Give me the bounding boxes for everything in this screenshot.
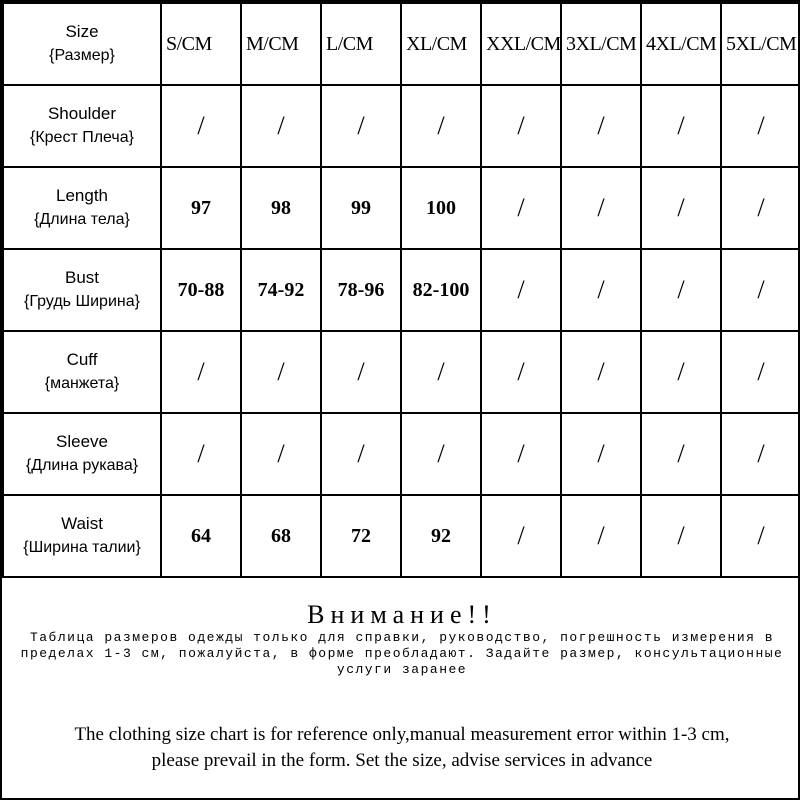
- measurement-cell: /: [721, 167, 800, 249]
- measurement-cell: /: [561, 495, 641, 577]
- measurement-cell: /: [161, 331, 241, 413]
- measurement-cell: /: [561, 85, 641, 167]
- row-label: Sleeve: [56, 432, 108, 451]
- measurement-cell: /: [641, 331, 721, 413]
- measurement-cell: 92: [401, 495, 481, 577]
- size-header-4xl: 4XL/CM: [641, 3, 721, 85]
- size-label: Size: [65, 22, 99, 41]
- measurement-cell: /: [401, 413, 481, 495]
- measurement-cell: /: [721, 331, 800, 413]
- header-row: [3, 3, 800, 85]
- measurement-cell: /: [641, 85, 721, 167]
- measurement-cell: /: [481, 331, 561, 413]
- notice-english-line-2: please prevail in the form. Set the size, advise services in advance: [151, 750, 653, 771]
- table-row: [3, 413, 800, 495]
- measurement-cell: /: [481, 85, 561, 167]
- table-row: [3, 495, 800, 577]
- table-row: [3, 331, 800, 413]
- measurement-cell: /: [481, 167, 561, 249]
- table-row: [3, 249, 800, 331]
- measurement-cell: 68: [241, 495, 321, 577]
- size-table: [2, 2, 800, 578]
- notice-title: Внимание!!: [307, 600, 497, 629]
- measurement-cell: /: [721, 85, 800, 167]
- size-header-m: M/CM: [241, 3, 321, 85]
- measurement-cell: /: [161, 413, 241, 495]
- size-header-s: S/CM: [161, 3, 241, 85]
- size-header-xxl: XXL/CM: [481, 3, 561, 85]
- measurement-cell: 99: [321, 167, 401, 249]
- table-row: [3, 167, 800, 249]
- row-label-cell: [3, 413, 161, 495]
- measurement-cell: /: [641, 413, 721, 495]
- measurement-cell: /: [641, 495, 721, 577]
- measurement-cell: 100: [401, 167, 481, 249]
- measurement-cell: /: [241, 413, 321, 495]
- measurement-cell: 70-88: [161, 249, 241, 331]
- size-header-l: L/CM: [321, 3, 401, 85]
- measurement-cell: /: [561, 331, 641, 413]
- row-label: Bust: [64, 268, 100, 287]
- measurement-cell: /: [241, 85, 321, 167]
- measurement-cell: 82-100: [401, 249, 481, 331]
- measurement-cell: /: [561, 167, 641, 249]
- measurement-cell: /: [721, 249, 800, 331]
- row-label-cell: [3, 249, 161, 331]
- measurement-cell: /: [641, 167, 721, 249]
- row-label-ru: {Ширина талии}: [23, 539, 141, 556]
- row-label: Waist: [61, 514, 103, 533]
- measurement-cell: 72: [321, 495, 401, 577]
- notice-section: [2, 588, 800, 802]
- measurement-cell: /: [321, 85, 401, 167]
- row-label-ru: {Крест Плеча}: [29, 129, 134, 146]
- size-header-3xl: 3XL/CM: [561, 3, 641, 85]
- size-label-cell: [3, 3, 161, 85]
- measurement-cell: 97: [161, 167, 241, 249]
- size-header-xl: XL/CM: [401, 3, 481, 85]
- row-label-ru: {Грудь Ширина}: [24, 293, 140, 310]
- measurement-cell: /: [321, 413, 401, 495]
- measurement-cell: /: [561, 413, 641, 495]
- size-header-5xl: 5XL/CM: [721, 3, 800, 85]
- notice-english-text: [2, 722, 800, 774]
- row-label-cell: [3, 331, 161, 413]
- measurement-cell: /: [481, 413, 561, 495]
- row-label-cell: [3, 167, 161, 249]
- measurement-cell: 78-96: [321, 249, 401, 331]
- row-label-cell: [3, 495, 161, 577]
- measurement-cell: /: [481, 495, 561, 577]
- measurement-cell: /: [321, 331, 401, 413]
- table-row: [3, 85, 800, 167]
- measurement-cell: /: [161, 85, 241, 167]
- measurement-cell: /: [481, 249, 561, 331]
- measurement-cell: /: [561, 249, 641, 331]
- table-body: [3, 85, 800, 577]
- row-label-ru: {Длина рукава}: [25, 457, 139, 474]
- measurement-cell: /: [241, 331, 321, 413]
- row-label-cell: [3, 85, 161, 167]
- row-label-ru: {манжета}: [44, 375, 120, 392]
- measurement-cell: /: [401, 85, 481, 167]
- measurement-cell: 64: [161, 495, 241, 577]
- measurement-cell: /: [721, 495, 800, 577]
- measurement-cell: 74-92: [241, 249, 321, 331]
- notice-russian-text: Таблица размеров одежды только для справки, руководство, погрешность измерения в пределах 1-3 см, пожалуйста, в форме преобладают. Задайте размер, консультационные услуги заранее: [20, 630, 784, 677]
- measurement-cell: /: [721, 413, 800, 495]
- measurement-cell: /: [641, 249, 721, 331]
- measurement-cell: 98: [241, 167, 321, 249]
- row-label: Shoulder: [47, 104, 117, 123]
- row-label: Cuff: [66, 350, 98, 369]
- size-label-ru: {Размер}: [49, 47, 115, 64]
- row-label-ru: {Длина тела}: [34, 211, 130, 228]
- notice-english-line-1: The clothing size chart is for reference only,manual measurement error within 1-3 cm,: [74, 724, 730, 745]
- measurement-cell: /: [401, 331, 481, 413]
- row-label: Length: [56, 186, 108, 205]
